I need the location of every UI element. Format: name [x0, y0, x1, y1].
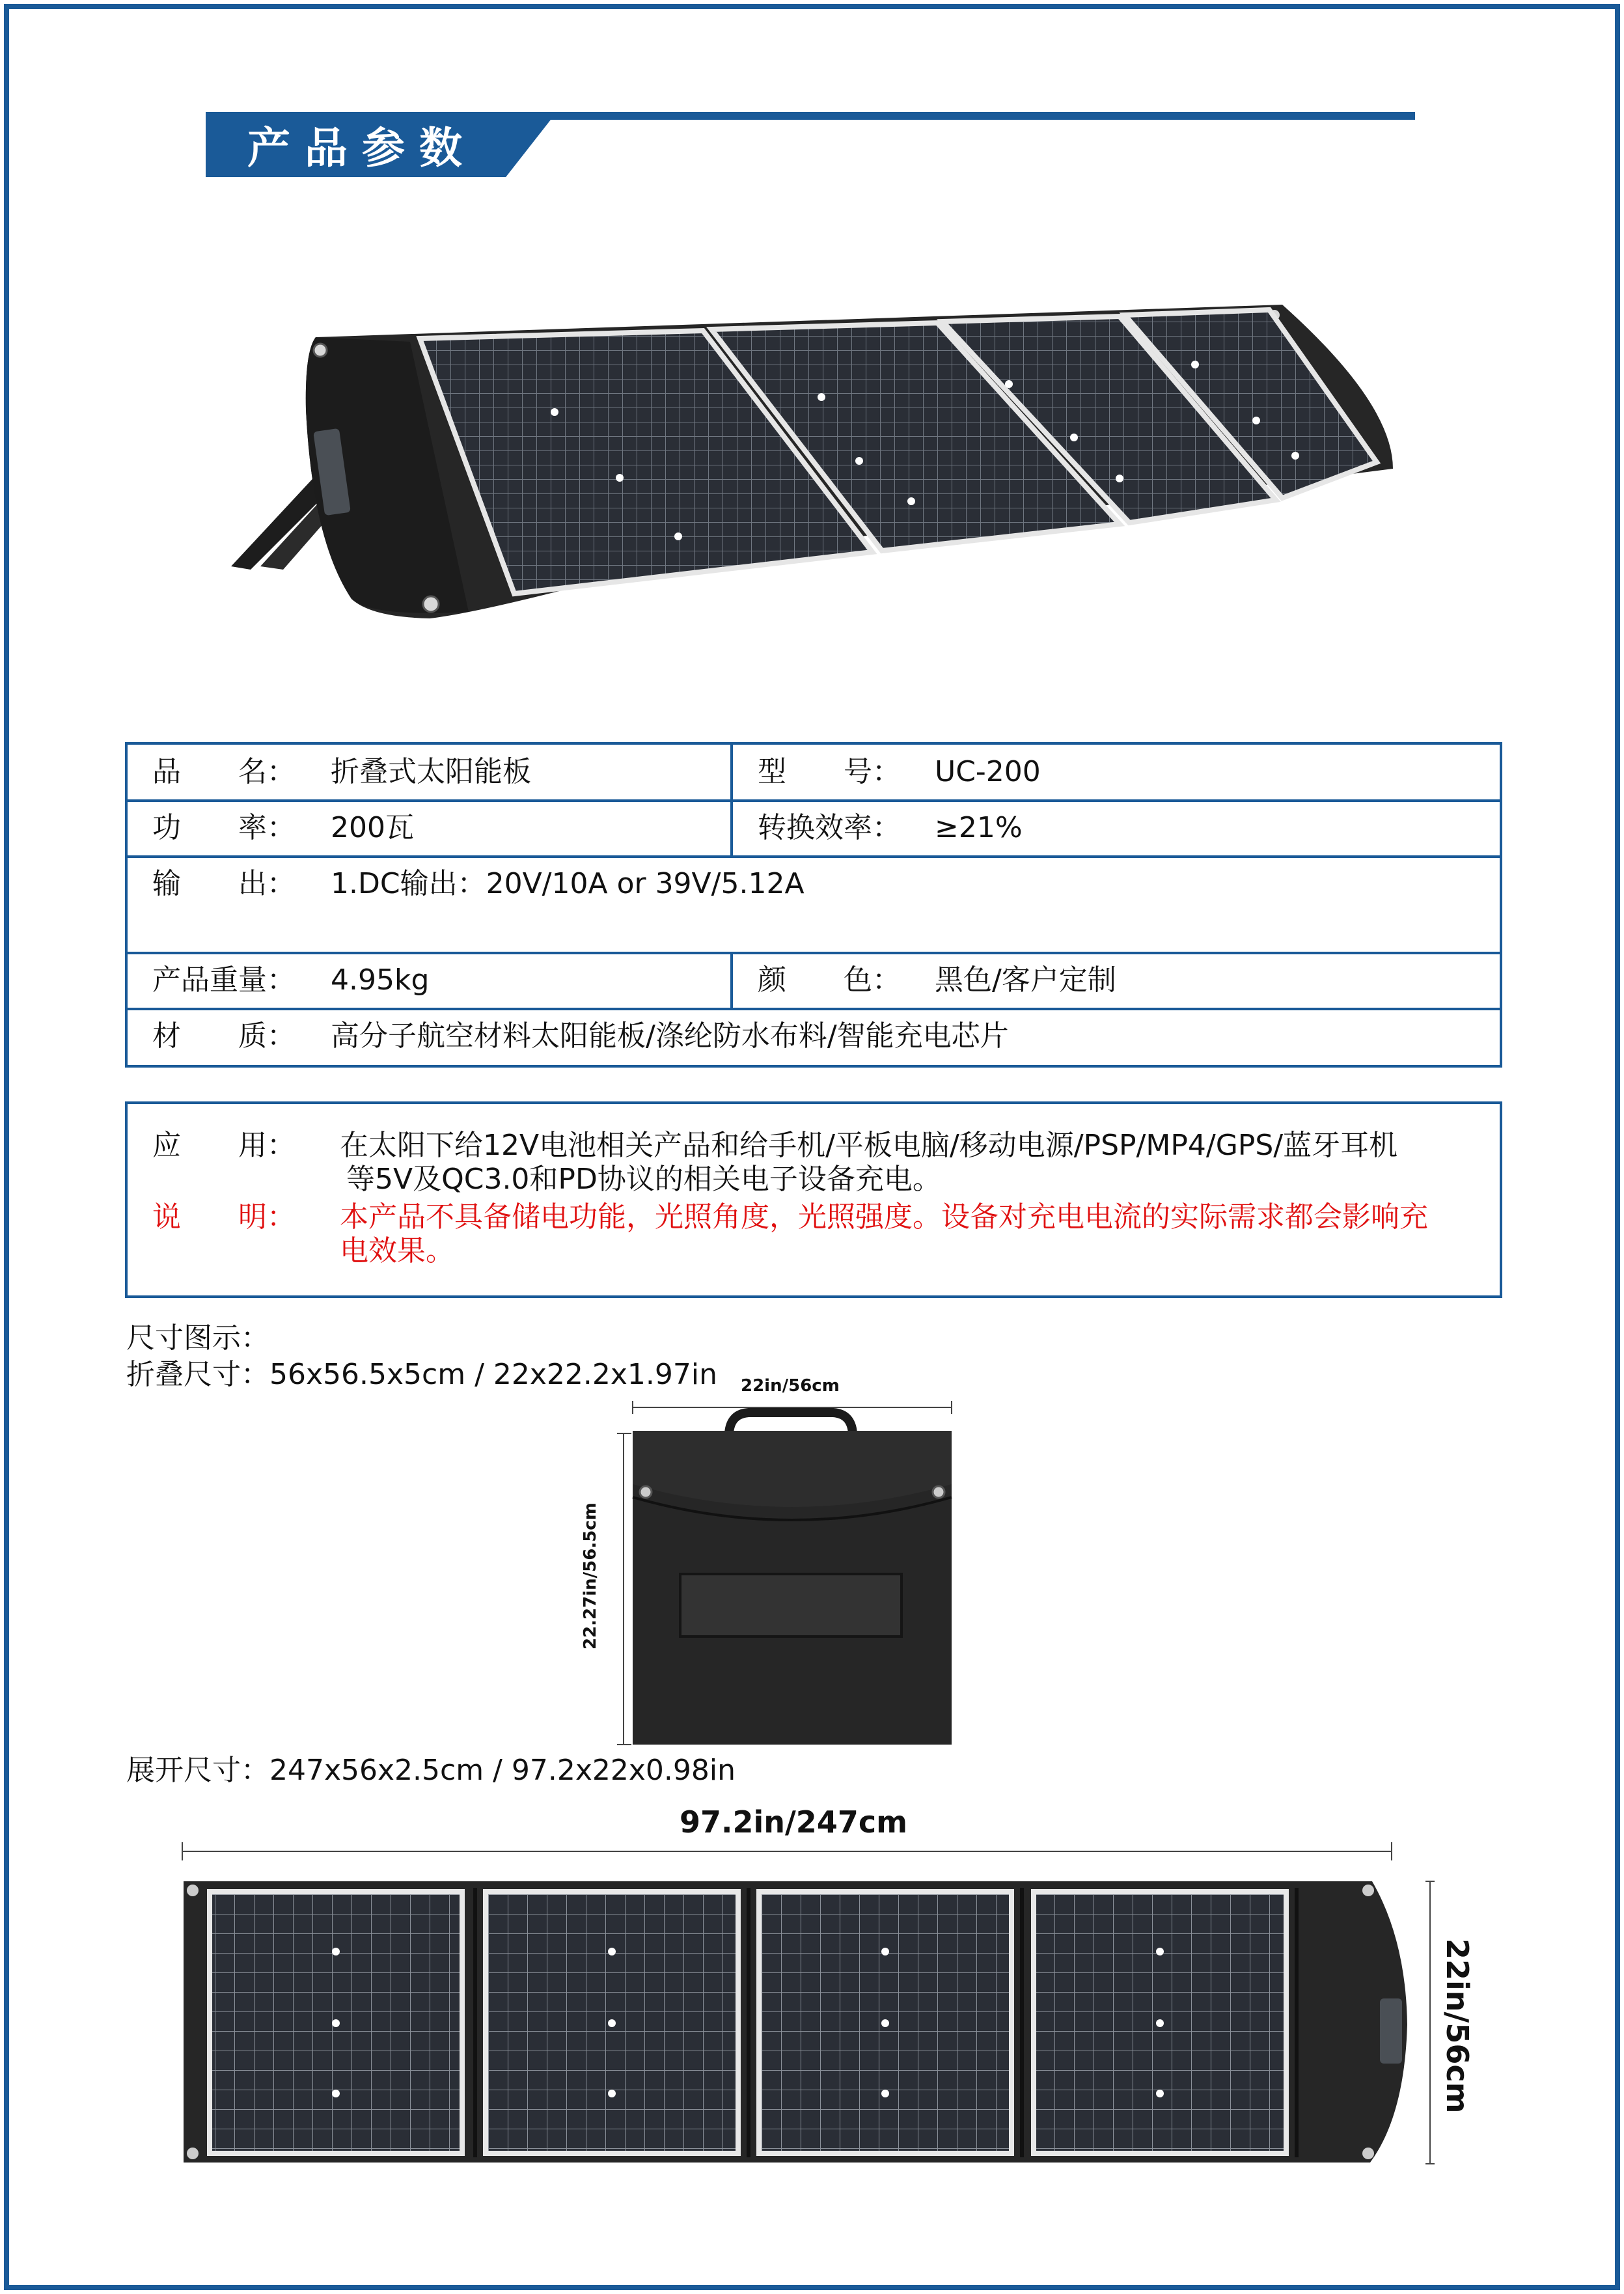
- spec-material-value: 高分子航空材料太阳能板/涤纶防水布料/智能充电芯片: [331, 1019, 1009, 1053]
- product-photo: [221, 293, 1412, 631]
- spec-name-label: 品 名：: [152, 755, 296, 788]
- junction-pocket: [1380, 1998, 1402, 2064]
- usage-line-1: 在太阳下给12V电池相关产品和给手机/平板电脑/移动电源/PSP/MP4/GPS/蓝牙耳机: [340, 1129, 1398, 1162]
- header-rule: [206, 112, 1415, 120]
- folded-size-text: 折叠尺寸：56x56.5x5cm / 22x22.2x1.97in: [126, 1358, 717, 1391]
- dimensions-title: 尺寸图示：: [126, 1321, 269, 1355]
- folded-diagram: [579, 1387, 970, 1751]
- spec-efficiency-value: ≥21%: [935, 811, 1023, 844]
- page-title: 产品参数: [247, 123, 476, 173]
- folded-height-label: 22.27in/56.5cm: [581, 1502, 600, 1650]
- spec-color-value: 黑色/客户定制: [935, 963, 1116, 997]
- unfolded-height-label: 22in/56cm: [1440, 1939, 1475, 2114]
- spec-table: [125, 742, 1502, 1068]
- spec-color-label: 颜 色：: [758, 963, 901, 997]
- note-line-1: 本产品不具备储电功能，光照角度，光照强度。设备对充电电流的实际需求都会影响充: [340, 1200, 1428, 1234]
- spec-power-label: 功 率：: [152, 811, 296, 844]
- usage-label: 应 用：: [152, 1129, 296, 1162]
- spec-output-label: 输 出：: [152, 867, 296, 900]
- spec-output-value: 1.DC输出：20V/10A or 39V/5.12A: [331, 867, 805, 900]
- folded-width-label: 22in/56cm: [741, 1376, 840, 1396]
- spec-efficiency-label: 转换效率：: [758, 811, 901, 844]
- spec-power-value: 200瓦: [331, 811, 414, 844]
- spec-weight-value: 4.95kg: [331, 963, 430, 997]
- application-box: [125, 1101, 1502, 1298]
- note-line-2: 电效果。: [340, 1234, 454, 1267]
- spec-material-label: 材 质：: [152, 1019, 296, 1053]
- folded-pocket: [680, 1574, 901, 1637]
- unfolded-diagram: [176, 1836, 1471, 2174]
- spec-weight-label: 产品重量：: [152, 963, 296, 997]
- unfolded-width-label: 97.2in/247cm: [680, 1804, 908, 1840]
- spec-model-value: UC-200: [935, 755, 1041, 788]
- unfolded-size-text: 展开尺寸：247x56x2.5cm / 97.2x22x0.98in: [126, 1754, 736, 1787]
- usage-line-2: 等5V及QC3.0和PD协议的相关电子设备充电。: [346, 1163, 941, 1196]
- spec-name-value: 折叠式太阳能板: [331, 755, 531, 788]
- spec-model-label: 型 号：: [758, 755, 901, 788]
- note-label: 说 明：: [152, 1200, 296, 1234]
